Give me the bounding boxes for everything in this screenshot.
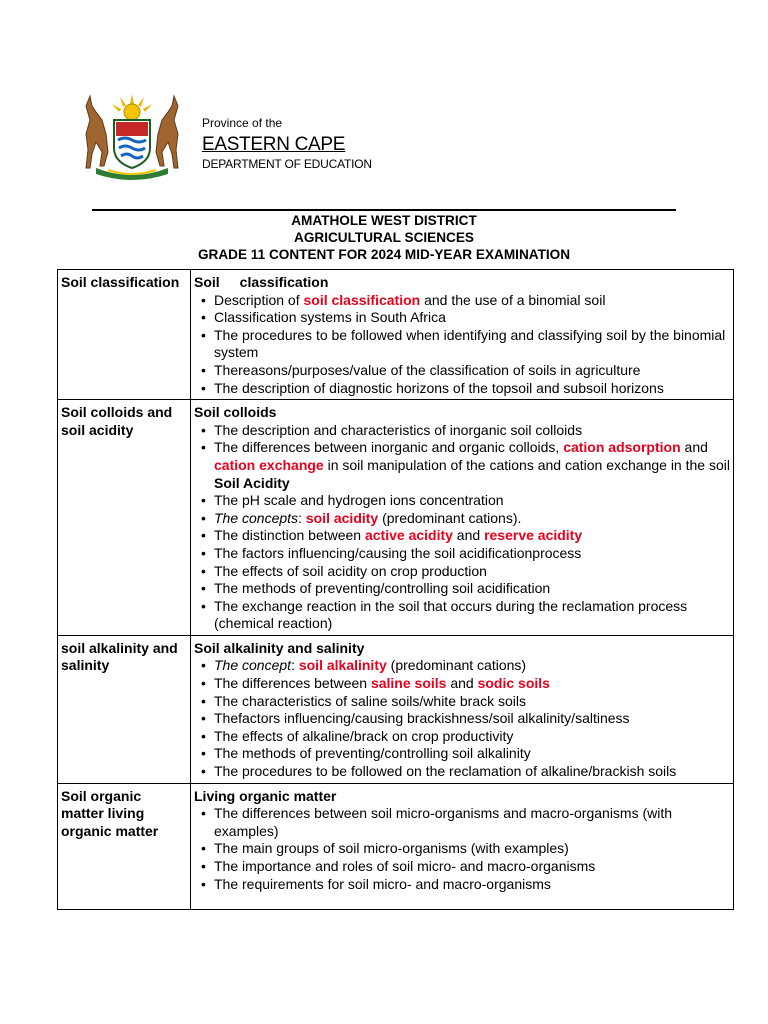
section-subheading: Soil Acidity	[214, 474, 290, 491]
header-divider	[92, 209, 676, 211]
content-list	[194, 292, 730, 398]
details-cell	[191, 270, 734, 400]
content-list	[194, 805, 730, 893]
list-item: • The exchange reaction in the soil that occurs during the reclamation process (chemical reaction)	[194, 598, 730, 633]
list-item: • The differences between soil micro-organisms and macro-organisms (with examples)	[194, 805, 730, 840]
list-item: • The effects of soil acidity on crop production	[194, 563, 730, 581]
document-title	[0, 212, 768, 263]
table-row	[58, 400, 734, 636]
department-brand	[202, 116, 372, 171]
list-item: • The concept: soil alkalinity (predominant cations)	[194, 657, 730, 675]
list-item: • The factors influencing/causing the soil acidificationprocess	[194, 545, 730, 563]
list-item: • The methods of preventing/controlling soil alkalinity	[194, 745, 730, 763]
topic-cell: soil alkalinity and salinity	[58, 635, 191, 783]
list-item: • The methods of preventing/controlling soil acidification	[194, 580, 730, 598]
list-item: • Thefactors influencing/causing brackishness/soil alkalinity/saltiness	[194, 710, 730, 728]
list-item: • The characteristics of saline soils/white brack soils	[194, 693, 730, 711]
topic-cell: Soil organic matter living organic matter	[58, 783, 191, 910]
list-item: • The description and characteristics of inorganic soil colloids	[194, 422, 730, 440]
topic-cell: Soil colloids and soil acidity	[58, 400, 191, 636]
title-subject: AGRICULTURAL SCIENCES	[294, 230, 474, 245]
list-item: • The procedures to be followed on the reclamation of alkaline/brackish soils	[194, 763, 730, 781]
title-exam: GRADE 11 CONTENT FOR 2024 MID-YEAR EXAMINATION	[197, 247, 571, 262]
list-item: • The effects of alkaline/brack on crop productivity	[194, 728, 730, 746]
content-list	[194, 422, 730, 475]
list-item: • The differences between saline soils and sodic soils	[194, 675, 730, 693]
list-item: • The importance and roles of soil micro- and macro-organisms	[194, 858, 730, 876]
list-item: • The pH scale and hydrogen ions concentration	[194, 492, 730, 510]
list-item: • The procedures to be followed when identifying and classifying soil by the binomial system	[194, 327, 730, 362]
details-cell	[191, 400, 734, 636]
table-row	[58, 635, 734, 783]
title-district: AMATHOLE WEST DISTRICT	[291, 213, 477, 228]
section-heading: Soil classification	[194, 274, 329, 290]
list-item: • The distinction between active acidity and reserve acidity	[194, 527, 730, 545]
details-cell	[191, 635, 734, 783]
department-name: DEPARTMENT OF EDUCATION	[202, 157, 372, 171]
content-list	[194, 492, 730, 633]
list-item: • The requirements for soil micro- and macro-organisms	[194, 876, 730, 894]
section-heading: Living organic matter	[194, 787, 337, 804]
content-table	[57, 269, 734, 910]
coat-of-arms-icon	[72, 90, 192, 180]
list-item: • The description of diagnostic horizons of the topsoil and subsoil horizons	[194, 380, 730, 398]
details-cell	[191, 783, 734, 910]
list-item: • The differences between inorganic and organic colloids, cation adsorption and cation exchange in soil manipulation of the cations and cation exchange in the soil	[194, 439, 730, 474]
section-heading: Soil alkalinity and salinity	[194, 639, 365, 656]
table-row	[58, 270, 734, 400]
table-row	[58, 783, 734, 910]
province-label: Province of the	[202, 116, 283, 130]
province-name: EASTERN CAPE	[202, 134, 346, 155]
topic-cell: Soil classification	[58, 270, 191, 400]
list-item: • Description of soil classification and the use of a binomial soil	[194, 292, 730, 310]
list-item: • Classification systems in South Africa	[194, 309, 730, 327]
content-list	[194, 657, 730, 780]
section-heading: Soil colloids	[194, 404, 277, 421]
list-item: • The concepts: soil acidity (predominant cations).	[194, 510, 730, 528]
list-item: • Thereasons/purposes/value of the classification of soils in agriculture	[194, 362, 730, 380]
list-item: • The main groups of soil micro-organisms (with examples)	[194, 840, 730, 858]
